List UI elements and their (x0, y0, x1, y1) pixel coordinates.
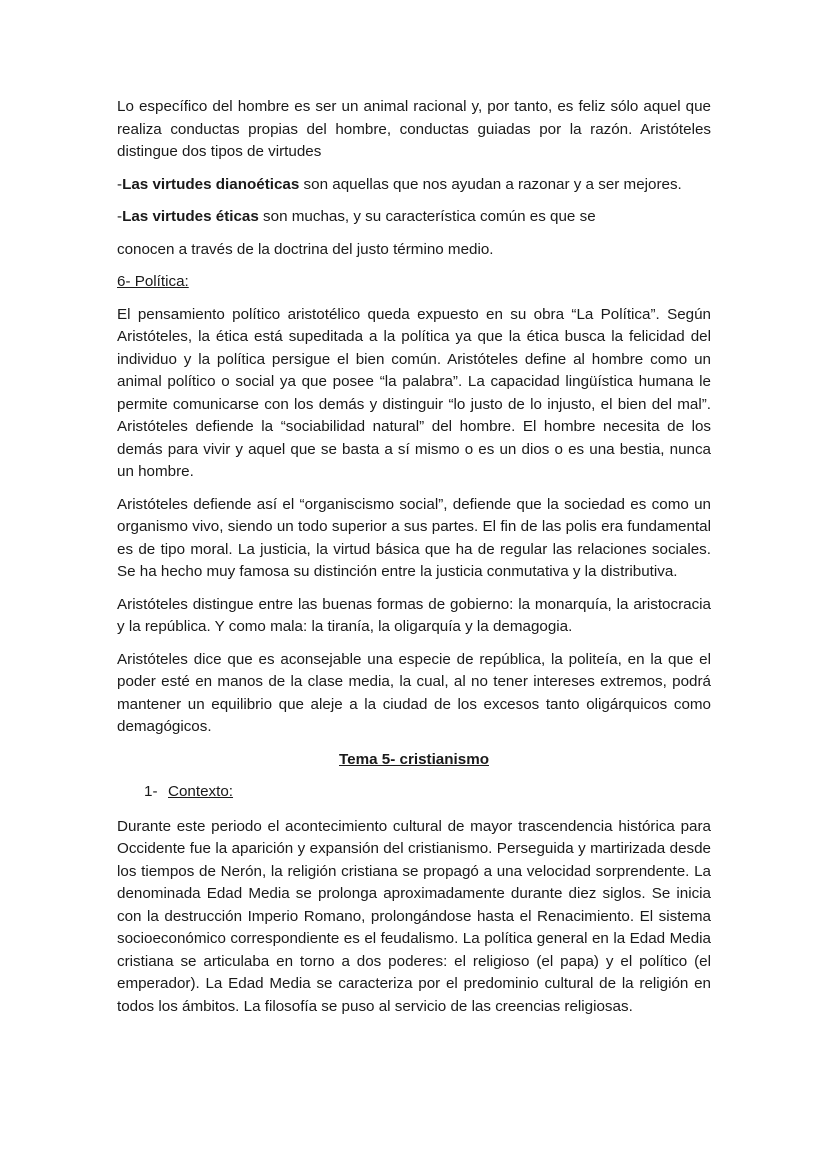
document-page (117, 96, 711, 1028)
tema-title-text: Tema 5- cristianismo (339, 750, 489, 768)
section-heading-politica (117, 271, 711, 294)
tema-title (117, 749, 711, 772)
intro-paragraph: Lo específico del hombre es ser un animal racional y, por tanto, es feliz sólo aquel que realiza conductas propias del hombre, conductas guiadas por la razón. Aristóteles distingue dos tipos de virtudes (117, 98, 711, 160)
virtue-description: son aquellas que nos ayudan a razonar y a ser mejores. (299, 175, 682, 193)
contexto-paragraph: Durante este periodo el acontecimiento cultural de mayor trascendencia histórica para Occidente fue la aparición y expansión del cristianismo. Perseguida y martirizada desde los tiempos de Nerón, la religión cristiana se propagó a una velocidad sorprendente. La denominada Edad Media se prolonga aproximadamente durante diez siglos. Se inicia con la destrucción Imperio Romano, prolongándose hasta el Renacimiento. El sistema socioeconómico correspondiente es el feudalismo. La política general en la Edad Media cristiana se articulaba en torno a dos poderes: el religioso (el papa) y el político (el emperador). La Edad Media se caracteriza por el predominio cultural de la religión en todos los ámbitos. La filosofía se puso al servicio de las creencias religiosas. (117, 817, 711, 1015)
virtues-continuation: conocen a través de la doctrina del justo término medio. (117, 240, 494, 258)
politica-paragraph-4: Aristóteles dice que es aconsejable una especie de república, la politeía, en la que el poder esté en manos de la clase media, la cual, al no tener intereses extremos, podrá mantener un equilibrio que aleje a la ciudad de los excesos tanto oligárquicos como demagógicos. (117, 650, 711, 735)
politica-paragraph-1: El pensamiento político aristotélico queda expuesto en su obra “La Política”. Según Aristóteles, la ética está supeditada a la política ya que la ética busca la felicidad del individuo y la política persigue el bien común. Aristóteles define al hombre como un animal político o social ya que posee “la palabra”. La capacidad lingüística humana le permite comunicarse con los demás y distinguir “lo justo de lo injusto, el bien del mal”. Aristóteles defiende la “sociabilidad natural” del hombre. El hombre necesita de los demás para vivir y aquel que se basta a sí mismo o es un dios o es una bestia, nunca un hombre. (117, 305, 711, 480)
virtue-term: Las virtudes éticas (122, 208, 259, 225)
subsection-number: 1- (144, 783, 158, 800)
politica-paragraph-2: Aristóteles defiende así el “organiscismo social”, defiende que la sociedad es como un organismo vivo, siendo un todo superior a sus partes. El fin de las polis era fundamental es de tipo moral. La justicia, la virtud básica que ha de regular las relaciones sociales. Se ha hecho muy famosa su distinción entre la justicia conmutativa y la distributiva. (117, 495, 711, 580)
section-heading-text: 6- Política: (117, 273, 189, 290)
virtue-description: son muchas, y su característica común es que se (258, 208, 596, 225)
virtue-item-dianoeticas (117, 174, 711, 197)
virtue-term: Las virtudes dianoéticas (122, 175, 300, 193)
virtue-item-eticas (117, 206, 711, 229)
subsection-title: Contexto: (168, 783, 234, 800)
politica-paragraph-3: Aristóteles distingue entre las buenas formas de gobierno: la monarquía, la aristocracia y la república. Y como mala: la tiranía, la oligarquía y la demagogia. (117, 595, 711, 635)
virtue-prefix: - (117, 208, 123, 225)
subsection-heading-contexto (117, 781, 711, 804)
virtue-prefix: - (117, 175, 123, 193)
